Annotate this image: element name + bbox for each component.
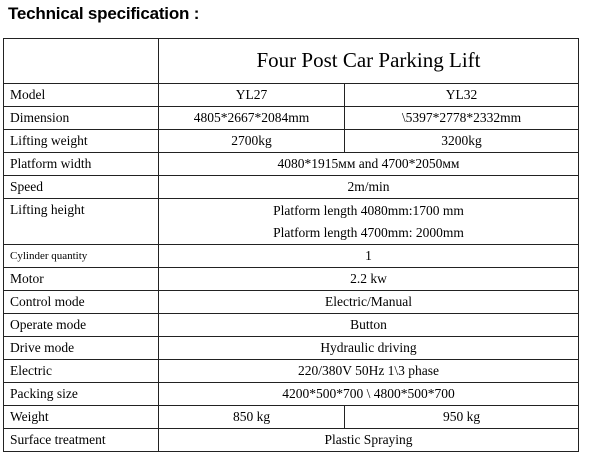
row-label-drive-mode: Drive mode [4, 337, 159, 360]
table-row [4, 314, 579, 337]
row-label-surface-treatment: Surface treatment [4, 429, 159, 452]
page-heading: Technical specification : [8, 4, 200, 23]
row-label-motor: Motor [4, 268, 159, 291]
row-label-lifting-weight: Lifting weight [4, 130, 159, 153]
electric-value: 220/380V 50Hz 1\3 phase [159, 360, 579, 383]
row-label-weight: Weight [4, 406, 159, 429]
table-row [4, 337, 579, 360]
drive-mode-value: Hydraulic driving [159, 337, 579, 360]
table-row [4, 130, 579, 153]
dimension-yl32: \5397*2778*2332mm [345, 107, 579, 130]
table-row [4, 383, 579, 406]
lifting-weight-yl27: 2700kg [159, 130, 345, 153]
empty-corner-cell [4, 39, 159, 84]
lifting-weight-yl32: 3200kg [345, 130, 579, 153]
table-row [4, 291, 579, 314]
lifting-height-value [159, 199, 579, 245]
table-row [4, 429, 579, 452]
table-row [4, 360, 579, 383]
platform-width-value: 4080*1915мм and 4700*2050мм [159, 153, 579, 176]
model-yl27: YL27 [159, 84, 345, 107]
row-label-operate-mode: Operate mode [4, 314, 159, 337]
row-label-electric: Electric [4, 360, 159, 383]
table-row [4, 176, 579, 199]
lifting-height-line-2: Platform length 4700mm: 2000mm [273, 224, 464, 240]
speed-value: 2m/min [159, 176, 579, 199]
motor-value: 2.2 kw [159, 268, 579, 291]
model-yl32: YL32 [345, 84, 579, 107]
row-label-lifting-height: Lifting height [4, 199, 159, 245]
control-mode-value: Electric/Manual [159, 291, 579, 314]
dimension-yl27: 4805*2667*2084mm [159, 107, 345, 130]
operate-mode-value: Button [159, 314, 579, 337]
row-label-cylinder-quantity: Cylinder quantity [4, 245, 159, 268]
weight-yl32: 950 kg [345, 406, 579, 429]
lifting-height-line-1: Platform length 4080mm:1700 mm [273, 202, 464, 218]
row-label-control-mode: Control mode [4, 291, 159, 314]
surface-treatment-value: Plastic Spraying [159, 429, 579, 452]
row-label-model: Model [4, 84, 159, 107]
row-label-dimension: Dimension [4, 107, 159, 130]
table-title-row [4, 39, 579, 84]
row-label-speed: Speed [4, 176, 159, 199]
table-row [4, 406, 579, 429]
table-row [4, 107, 579, 130]
weight-yl27: 850 kg [159, 406, 345, 429]
packing-size-value: 4200*500*700 \ 4800*500*700 [159, 383, 579, 406]
row-label-platform-width: Platform width [4, 153, 159, 176]
row-label-packing-size: Packing size [4, 383, 159, 406]
table-row [4, 84, 579, 107]
table-row [4, 245, 579, 268]
table-title: Four Post Car Parking Lift [159, 39, 579, 84]
table-row [4, 153, 579, 176]
table-row [4, 268, 579, 291]
table-row [4, 199, 579, 245]
cylinder-quantity-value: 1 [159, 245, 579, 268]
spec-table [3, 38, 579, 452]
